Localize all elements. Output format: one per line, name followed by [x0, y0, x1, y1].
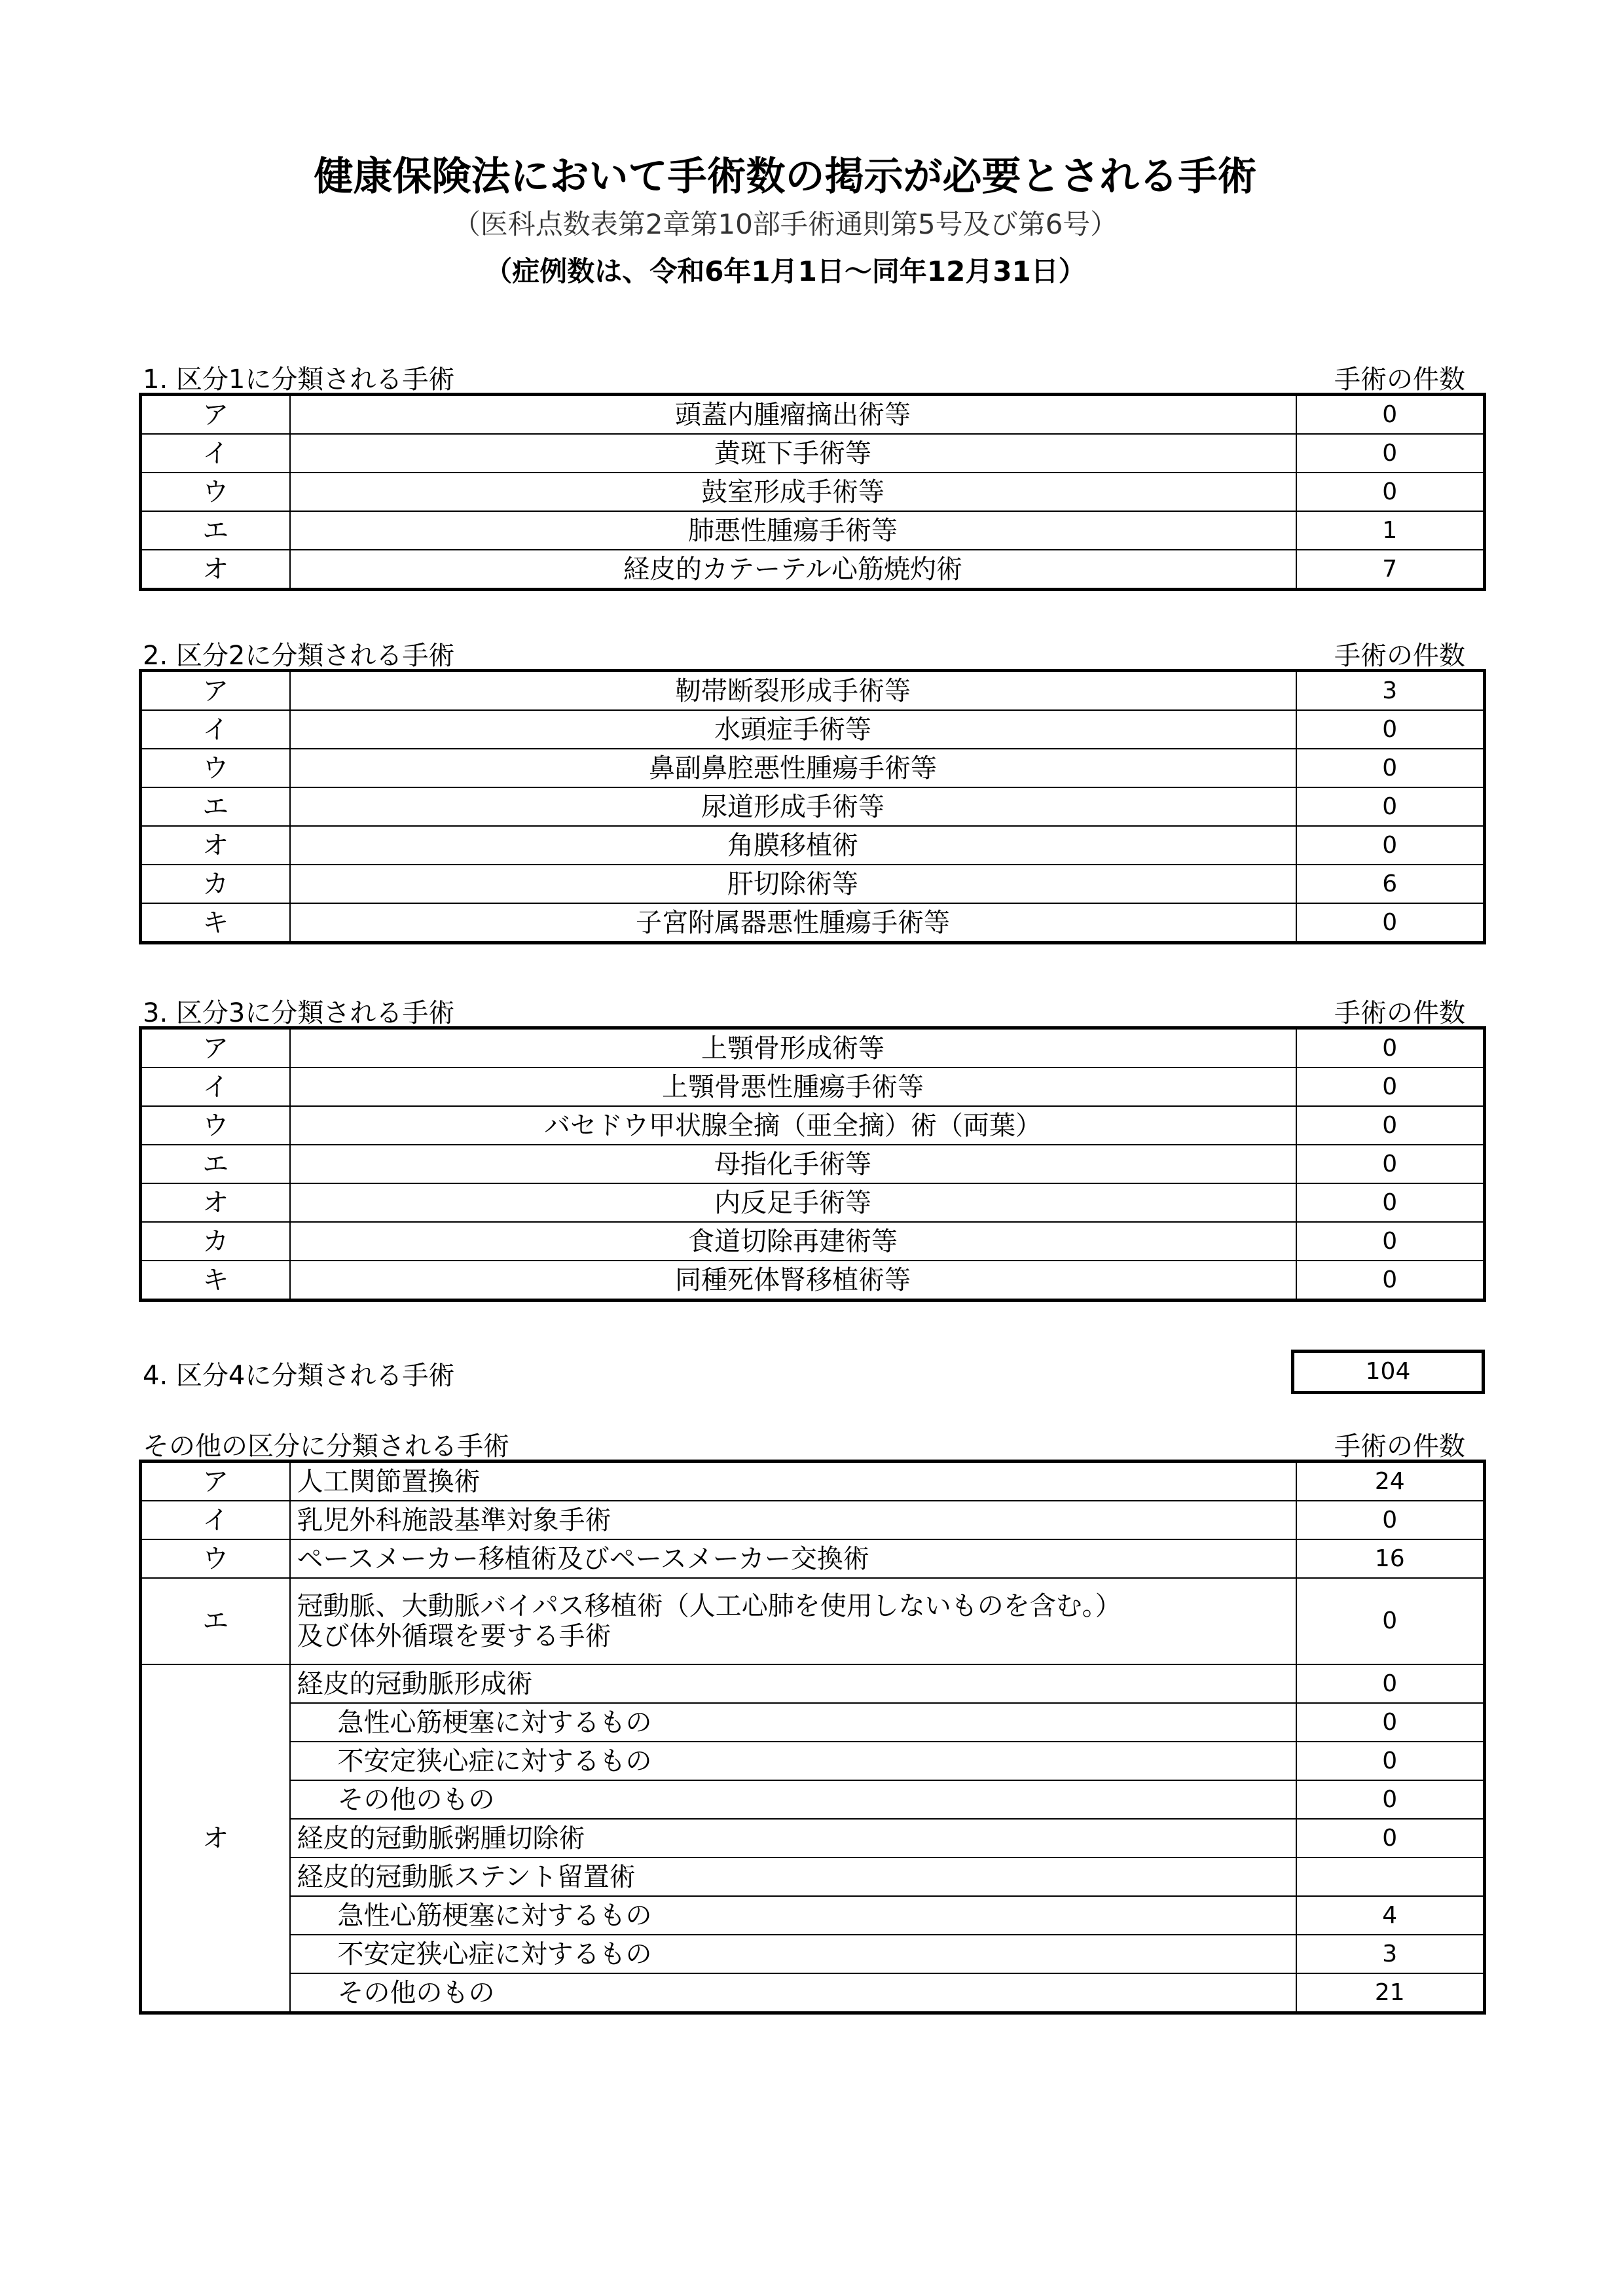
table-row	[141, 395, 1485, 435]
procedure-count: 0	[1296, 826, 1485, 865]
row-label: イ	[141, 710, 290, 749]
procedure-count: 0	[1296, 1780, 1485, 1819]
procedure-count	[1296, 1857, 1485, 1896]
row-label: キ	[141, 903, 290, 943]
row-label: オ	[141, 1183, 290, 1222]
table-row	[141, 865, 1485, 903]
procedure-name: 鼻副鼻腔悪性腫瘍手術等	[290, 749, 1296, 787]
row-label: イ	[141, 434, 290, 473]
table-row	[141, 1462, 1485, 1501]
procedure-count: 0	[1296, 1819, 1485, 1857]
page-subtitle: （医科点数表第2章第10部手術通則第5号及び第6号）	[452, 208, 1118, 240]
procedure-name: 経皮的冠動脈粥腫切除術	[290, 1819, 1296, 1857]
table-row	[141, 1742, 1485, 1780]
procedure-count: 0	[1296, 1664, 1485, 1703]
table-row	[141, 1935, 1485, 1973]
procedure-count: 0	[1296, 1501, 1485, 1539]
procedure-subname: 急性心筋梗塞に対するもの	[290, 1703, 1296, 1742]
table-row	[141, 903, 1485, 943]
section3-heading: 3. 区分3に分類される手術	[143, 998, 455, 1028]
section3-header	[143, 992, 1465, 1028]
procedure-name: 角膜移植術	[290, 826, 1296, 865]
procedure-count: 1	[1296, 511, 1485, 550]
row-label: カ	[141, 865, 290, 903]
table-row	[141, 550, 1485, 590]
table-row	[141, 1501, 1485, 1539]
row-label: カ	[141, 1222, 290, 1261]
procedure-name: ペースメーカー移植術及びペースメーカー交換術	[290, 1539, 1296, 1578]
table-row	[141, 1973, 1485, 2013]
table-row	[141, 1145, 1485, 1183]
procedure-name: 経皮的カテーテル心筋焼灼術	[290, 550, 1296, 590]
period-note: （症例数は、令和6年1月1日～同年12月31日）	[484, 255, 1086, 287]
section5-count-header: 手術の件数	[1334, 1431, 1465, 1462]
row-label: ア	[141, 671, 290, 711]
table-row	[141, 1222, 1485, 1261]
row-label: キ	[141, 1261, 290, 1300]
procedure-name: 人工関節置換術	[290, 1462, 1296, 1501]
procedure-name: 鼓室形成手術等	[290, 473, 1296, 511]
section2-table	[139, 669, 1486, 944]
procedure-count: 0	[1296, 434, 1485, 473]
procedure-subname: その他のもの	[290, 1780, 1296, 1819]
procedure-count: 3	[1296, 1935, 1485, 1973]
procedure-name: 経皮的冠動脈ステント留置術	[290, 1857, 1296, 1896]
procedure-name-line1: 冠動脈、大動脈バイパス移植術（人工心肺を使用しないものを含む。）	[297, 1591, 1122, 1621]
procedure-count: 0	[1296, 749, 1485, 787]
procedure-count: 0	[1296, 1578, 1485, 1664]
procedure-count: 0	[1296, 1261, 1485, 1300]
table-row	[141, 671, 1485, 711]
procedure-count: 0	[1296, 395, 1485, 435]
procedure-name: 尿道形成手術等	[290, 787, 1296, 826]
row-label: ウ	[141, 1106, 290, 1145]
row-label: ウ	[141, 473, 290, 511]
table-row	[141, 826, 1485, 865]
procedure-name: 内反足手術等	[290, 1183, 1296, 1222]
table-row	[141, 1703, 1485, 1742]
procedure-count: 0	[1296, 1145, 1485, 1183]
procedure-count: 0	[1296, 787, 1485, 826]
section4-count: 104	[1291, 1350, 1485, 1394]
table-row	[141, 1896, 1485, 1935]
table-row	[141, 710, 1485, 749]
procedure-subname: 不安定狭心症に対するもの	[290, 1742, 1296, 1780]
table-row	[141, 1067, 1485, 1106]
row-label: エ	[141, 787, 290, 826]
table-row	[141, 1539, 1485, 1578]
section3-table	[139, 1026, 1486, 1302]
section1-count-header: 手術の件数	[1334, 365, 1465, 395]
table-row	[141, 1028, 1485, 1068]
row-label: ア	[141, 395, 290, 435]
row-label: ウ	[141, 1539, 290, 1578]
section1-table	[139, 393, 1486, 591]
row-label: ア	[141, 1028, 290, 1068]
table-row	[141, 749, 1485, 787]
procedure-count: 3	[1296, 671, 1485, 711]
table-row	[141, 1261, 1485, 1300]
procedure-count: 0	[1296, 903, 1485, 943]
procedure-count: 0	[1296, 1222, 1485, 1261]
section1-header	[143, 359, 1465, 395]
table-row	[141, 1183, 1485, 1222]
procedure-count: 24	[1296, 1462, 1485, 1501]
procedure-count: 4	[1296, 1896, 1485, 1935]
table-row	[141, 1664, 1485, 1703]
procedure-name: 水頭症手術等	[290, 710, 1296, 749]
procedure-count: 0	[1296, 473, 1485, 511]
table-row	[141, 1780, 1485, 1819]
row-label-group-o: オ	[141, 1664, 290, 2013]
procedure-count: 0	[1296, 1183, 1485, 1222]
procedure-name: 上顎骨形成術等	[290, 1028, 1296, 1068]
row-label: ウ	[141, 749, 290, 787]
section5-heading: その他の区分に分類される手術	[143, 1431, 509, 1462]
section2-heading: 2. 区分2に分類される手術	[143, 641, 455, 671]
table-row	[141, 473, 1485, 511]
procedure-count: 0	[1296, 1106, 1485, 1145]
procedure-name-line2: 及び体外循環を要する手術	[297, 1621, 611, 1651]
procedure-count: 0	[1296, 1067, 1485, 1106]
section5-table	[139, 1460, 1486, 2015]
procedure-count: 21	[1296, 1973, 1485, 2013]
table-row	[141, 1819, 1485, 1857]
row-label: ア	[141, 1462, 290, 1501]
procedure-name: 乳児外科施設基準対象手術	[290, 1501, 1296, 1539]
procedure-count: 0	[1296, 1742, 1485, 1780]
procedure-name: 靭帯断裂形成手術等	[290, 671, 1296, 711]
procedure-count: 0	[1296, 1028, 1485, 1068]
procedure-name: 食道切除再建術等	[290, 1222, 1296, 1261]
procedure-name-multiline	[290, 1578, 1296, 1664]
procedure-name: 肺悪性腫瘍手術等	[290, 511, 1296, 550]
table-row	[141, 1106, 1485, 1145]
row-label: エ	[141, 511, 290, 550]
procedure-name: 経皮的冠動脈形成術	[290, 1664, 1296, 1703]
procedure-name: 黄斑下手術等	[290, 434, 1296, 473]
procedure-name: 肝切除術等	[290, 865, 1296, 903]
row-label: オ	[141, 550, 290, 590]
row-label: エ	[141, 1145, 290, 1183]
procedure-count: 16	[1296, 1539, 1485, 1578]
procedure-name: 子宮附属器悪性腫瘍手術等	[290, 903, 1296, 943]
table-row	[141, 787, 1485, 826]
procedure-name: 上顎骨悪性腫瘍手術等	[290, 1067, 1296, 1106]
procedure-count: 7	[1296, 550, 1485, 590]
procedure-name: 頭蓋内腫瘤摘出術等	[290, 395, 1296, 435]
procedure-name: バセドウ甲状腺全摘（亜全摘）術（両葉）	[290, 1106, 1296, 1145]
row-label: オ	[141, 826, 290, 865]
procedure-count: 0	[1296, 1703, 1485, 1742]
procedure-name: 同種死体腎移植術等	[290, 1261, 1296, 1300]
row-label: エ	[141, 1578, 290, 1664]
section2-header	[143, 635, 1465, 671]
procedure-count: 0	[1296, 710, 1485, 749]
section4-heading: 4. 区分4に分類される手術	[143, 1361, 455, 1391]
procedure-subname: その他のもの	[290, 1973, 1296, 2013]
page-title: 健康保険法において手術数の掲示が必要とされる手術	[314, 154, 1257, 200]
procedure-subname: 不安定狭心症に対するもの	[290, 1935, 1296, 1973]
procedure-count: 6	[1296, 865, 1485, 903]
row-label: イ	[141, 1067, 290, 1106]
table-row	[141, 511, 1485, 550]
row-label: イ	[141, 1501, 290, 1539]
section1-heading: 1. 区分1に分類される手術	[143, 365, 455, 395]
procedure-name: 母指化手術等	[290, 1145, 1296, 1183]
section2-count-header: 手術の件数	[1334, 641, 1465, 671]
section3-count-header: 手術の件数	[1334, 998, 1465, 1028]
table-row	[141, 1578, 1485, 1664]
table-row	[141, 1857, 1485, 1896]
procedure-subname: 急性心筋梗塞に対するもの	[290, 1896, 1296, 1935]
section5-header	[143, 1426, 1465, 1462]
table-row	[141, 434, 1485, 473]
